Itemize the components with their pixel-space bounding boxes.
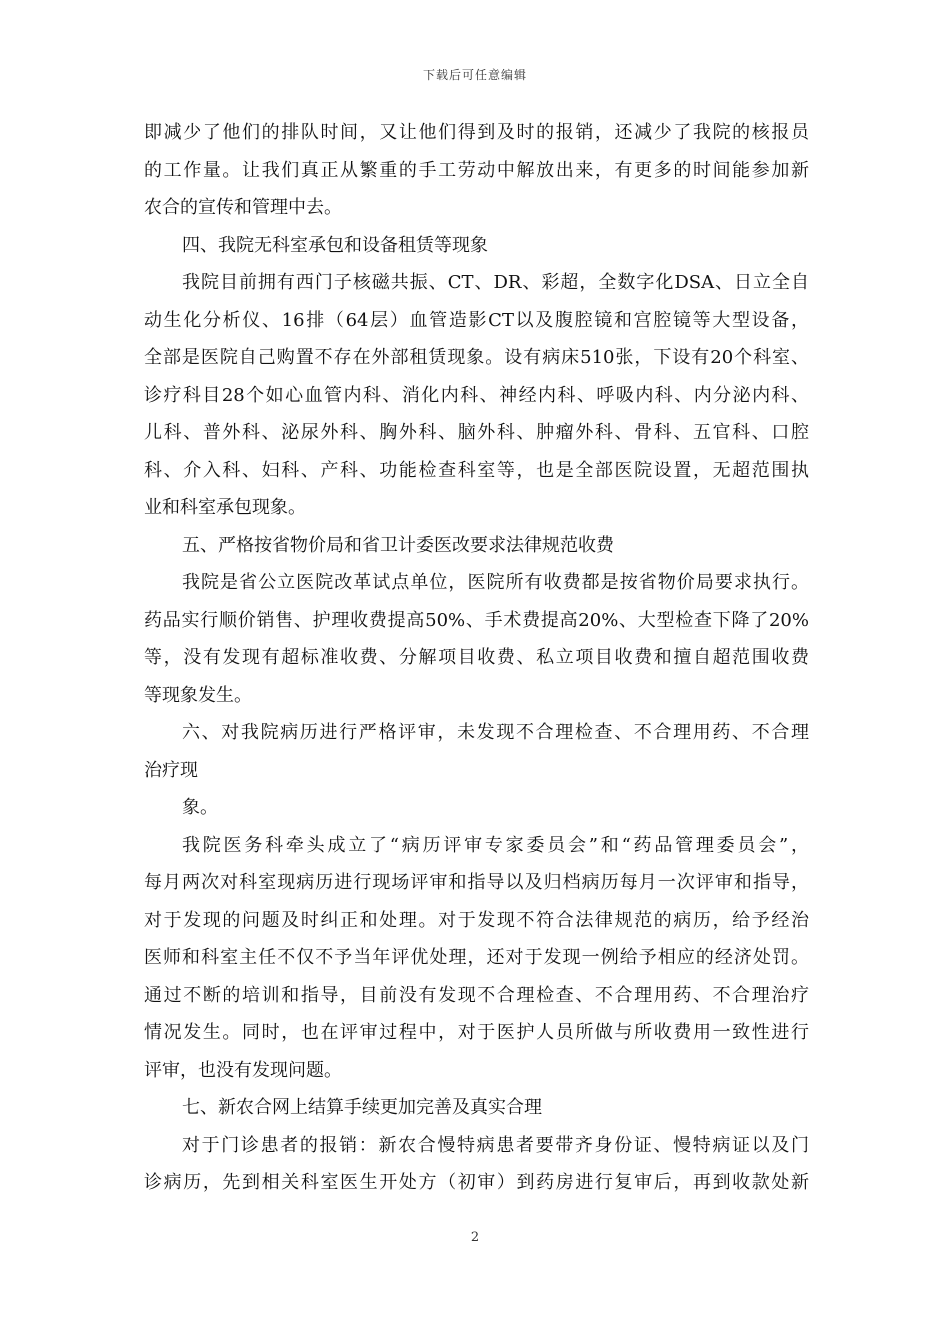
text-line: 象。 [182, 797, 218, 818]
text-line: 五、严格按省物价局和省卫计委医改要求法律规范收费 [182, 534, 614, 556]
text-line: 全部是医院自己购置不存在外部租赁现象。设有病床510张，下设有20个科室、 [144, 347, 809, 368]
text-line: 情况发生。同时，也在评审过程中，对于医护人员所做与所收费用一致性进行 [144, 1022, 809, 1043]
text-line: 对于门诊患者的报销：新农合慢特病患者要带齐身份证、慢特病证以及门 [182, 1134, 809, 1156]
text-line: 诊疗科目28个如心血管内科、消化内科、神经内科、呼吸内科、内分泌内科、 [144, 384, 809, 406]
text-line: 我院医务科牵头成立了“病历评审专家委员会”和“药品管理委员会”， [182, 834, 809, 856]
page-header: 下载后可任意编辑 [422, 68, 527, 82]
text-line: 七、新农合网上结算手续更加完善及真实合理 [182, 1097, 542, 1118]
text-line: 科、介入科、妇科、产科、功能检查科室等，也是全部医院设置，无超范围执 [144, 459, 809, 481]
page-number: 2 [470, 1230, 480, 1245]
text-line: 诊病历，先到相关科室医生开处方（初审）到药房进行复审后，再到收款处新 [144, 1172, 809, 1193]
text-line: 等，没有发现有超标准收费、分解项目收费、私立项目收费和擅自超范围收费 [144, 647, 809, 668]
text-line: 对于发现的问题及时纠正和处理。对于发现不符合法律规范的病历，给予经治 [144, 909, 809, 931]
document-body [144, 114, 809, 1202]
text-line: 即减少了他们的排队时间，又让他们得到及时的报销，还减少了我院的核报员 [144, 122, 809, 143]
text-line: 评审，也没有发现问题。 [144, 1059, 342, 1081]
text-line: 我院是省公立医院改革试点单位，医院所有收费都是按省物价局要求执行。 [182, 572, 809, 593]
text-line: 我院目前拥有西门子核磁共振、CT、DR、彩超，全数字化DSA、日立全自 [182, 272, 809, 293]
text-line: 药品实行顺价销售、护理收费提高50%、手术费提高20%、大型检查下降了20% [144, 609, 809, 631]
text-line: 医师和科室主任不仅不予当年评优处理，还对于发现一例给予相应的经济处罚。 [144, 947, 809, 968]
text-line: 儿科、普外科、泌尿外科、胸外科、脑外科、肿瘤外科、骨科、五官科、口腔 [144, 422, 809, 443]
text-line: 动生化分析仪、16排（64层）血管造影CT以及腹腔镜和宫腔镜等大型设备， [144, 309, 809, 331]
text-line: 每月两次对科室现病历进行现场评审和指导以及归档病历每月一次评审和指导， [144, 872, 809, 893]
text-line: 的工作量。让我们真正从繁重的手工劳动中解放出来，有更多的时间能参加新 [144, 159, 809, 181]
text-line: 等现象发生。 [144, 684, 252, 706]
text-line: 治疗现 [144, 759, 198, 781]
text-line: 农合的宣传和管理中去。 [144, 197, 342, 218]
text-line: 四、我院无科室承包和设备租赁等现象 [182, 234, 488, 256]
text-line: 通过不断的培训和指导，目前没有发现不合理检查、不合理用药、不合理治疗 [144, 984, 809, 1006]
text-line: 业和科室承包现象。 [144, 497, 306, 518]
text-line: 六、对我院病历进行严格评审，未发现不合理检查、不合理用药、不合理 [182, 722, 809, 743]
